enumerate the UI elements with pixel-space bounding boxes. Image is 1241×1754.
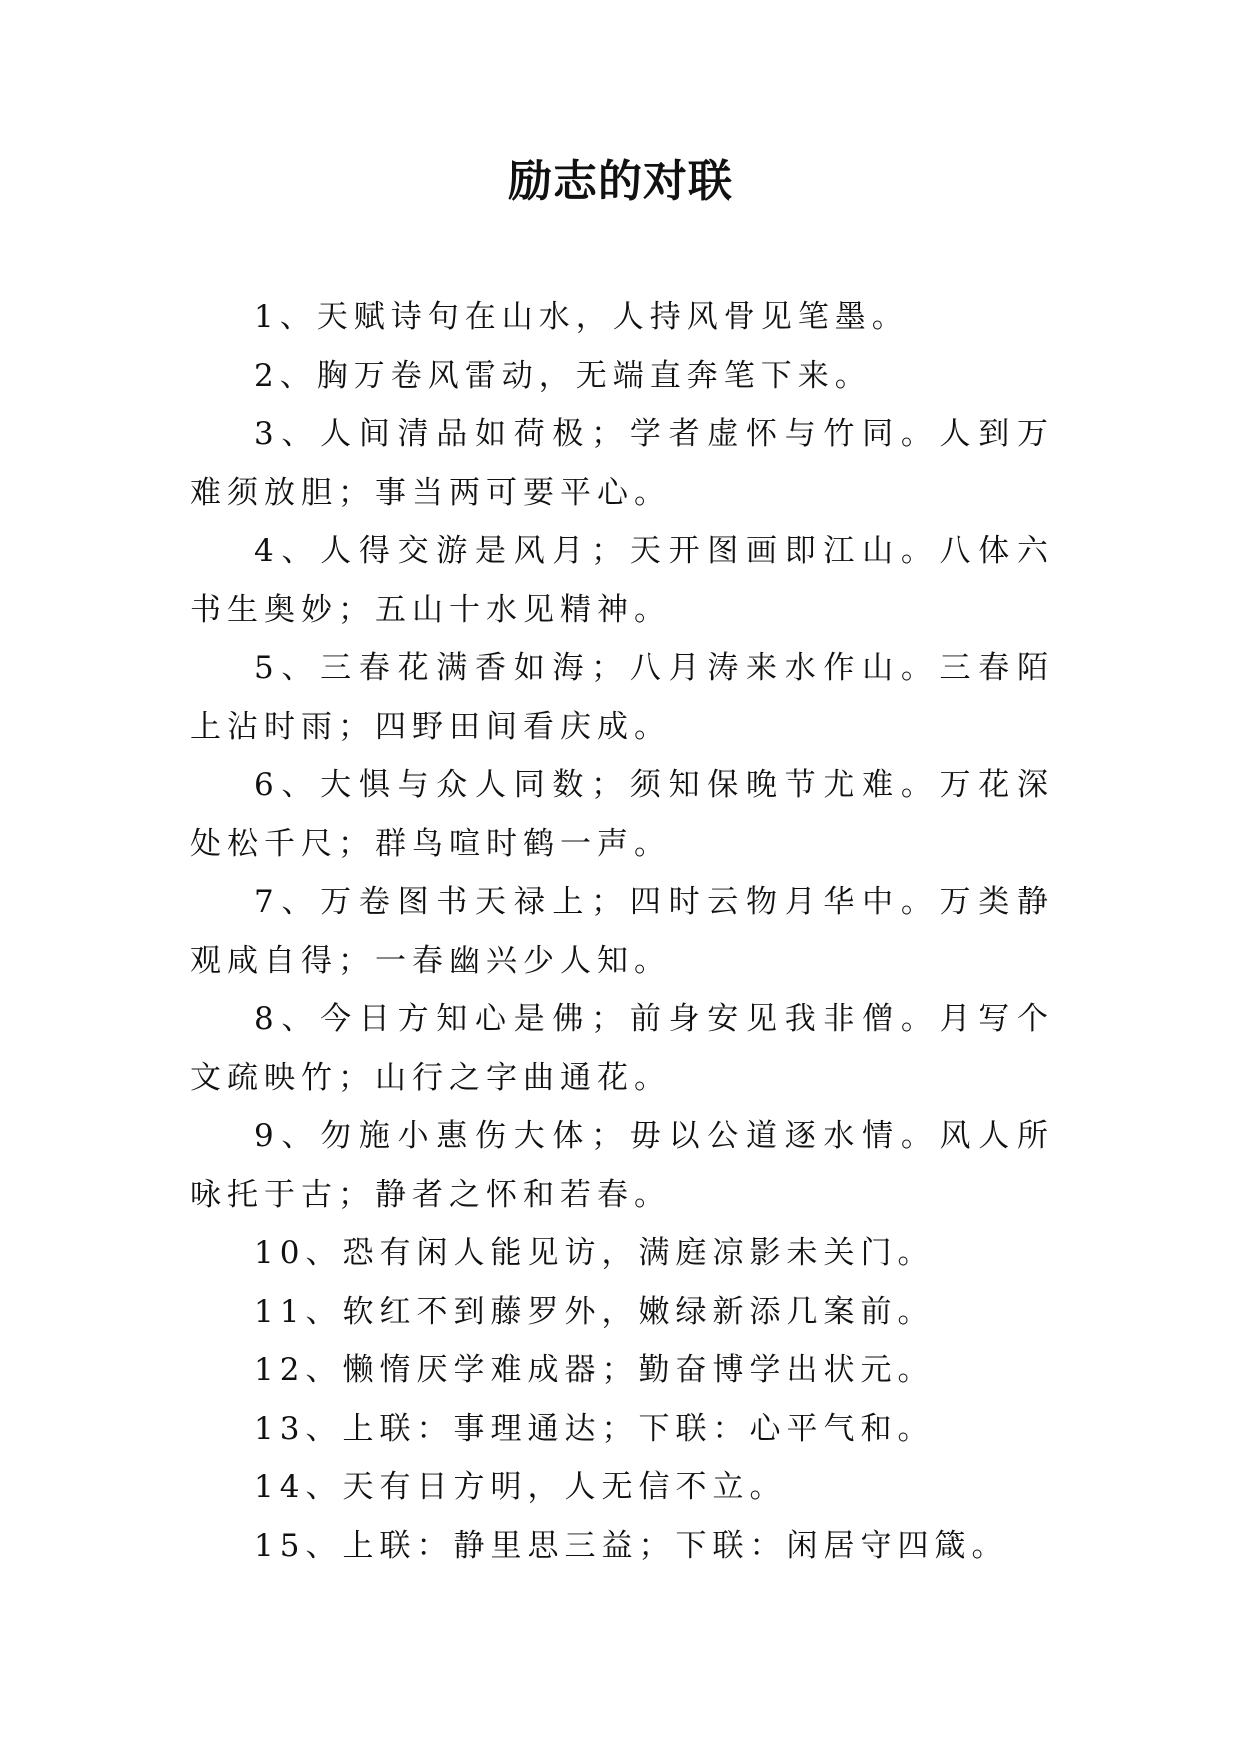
couplet-item-13: 13、上联：事理通达；下联：心平气和。 — [254, 1410, 935, 1447]
couplet-item-6: 6、大惧与众人同数；须知保晚节尤难。万花深处松千尺；群鸟喧时鹤一声。 — [190, 767, 1054, 862]
couplet-list — [190, 288, 1054, 1575]
couplet-item-15: 15、上联：静里思三益；下联：闲居守四箴。 — [254, 1527, 1009, 1564]
document-title: 励志的对联 — [508, 156, 733, 207]
couplet-item-11: 11、软红不到藤罗外，嫩绿新添几案前。 — [254, 1293, 935, 1330]
couplet-item-14: 14、天有日方明，人无信不立。 — [254, 1469, 787, 1505]
couplet-item-1: 1、天赋诗句在山水，人持风骨见笔墨。 — [254, 299, 909, 335]
couplet-item-8: 8、今日方知心是佛；前身安见我非僧。月写个文疏映竹；山行之字曲通花。 — [190, 1001, 1054, 1096]
couplet-item-7: 7、万卷图书天禄上；四时云物月华中。万类静观咸自得；一春幽兴少人知。 — [190, 884, 1054, 979]
couplet-item-9: 9、勿施小惠伤大体；毋以公道逐水情。风人所咏托于古；静者之怀和若春。 — [190, 1118, 1054, 1213]
couplet-item-5: 5、三春花满香如海；八月涛来水作山。三春陌上沾时雨；四野田间看庆成。 — [190, 650, 1054, 745]
couplet-item-2: 2、胸万卷风雷动，无端直奔笔下来。 — [254, 357, 872, 394]
couplet-item-12: 12、懒惰厌学难成器；勤奋博学出状元。 — [254, 1352, 935, 1388]
couplet-item-4: 4、人得交游是风月；天开图画即江山。八体六书生奥妙；五山十水见精神。 — [190, 533, 1054, 628]
couplet-item-10: 10、恐有闲人能见访，满庭凉影未关门。 — [254, 1235, 935, 1271]
couplet-item-3: 3、人间清品如荷极；学者虚怀与竹同。人到万难须放胆；事当两可要平心。 — [190, 416, 1054, 511]
